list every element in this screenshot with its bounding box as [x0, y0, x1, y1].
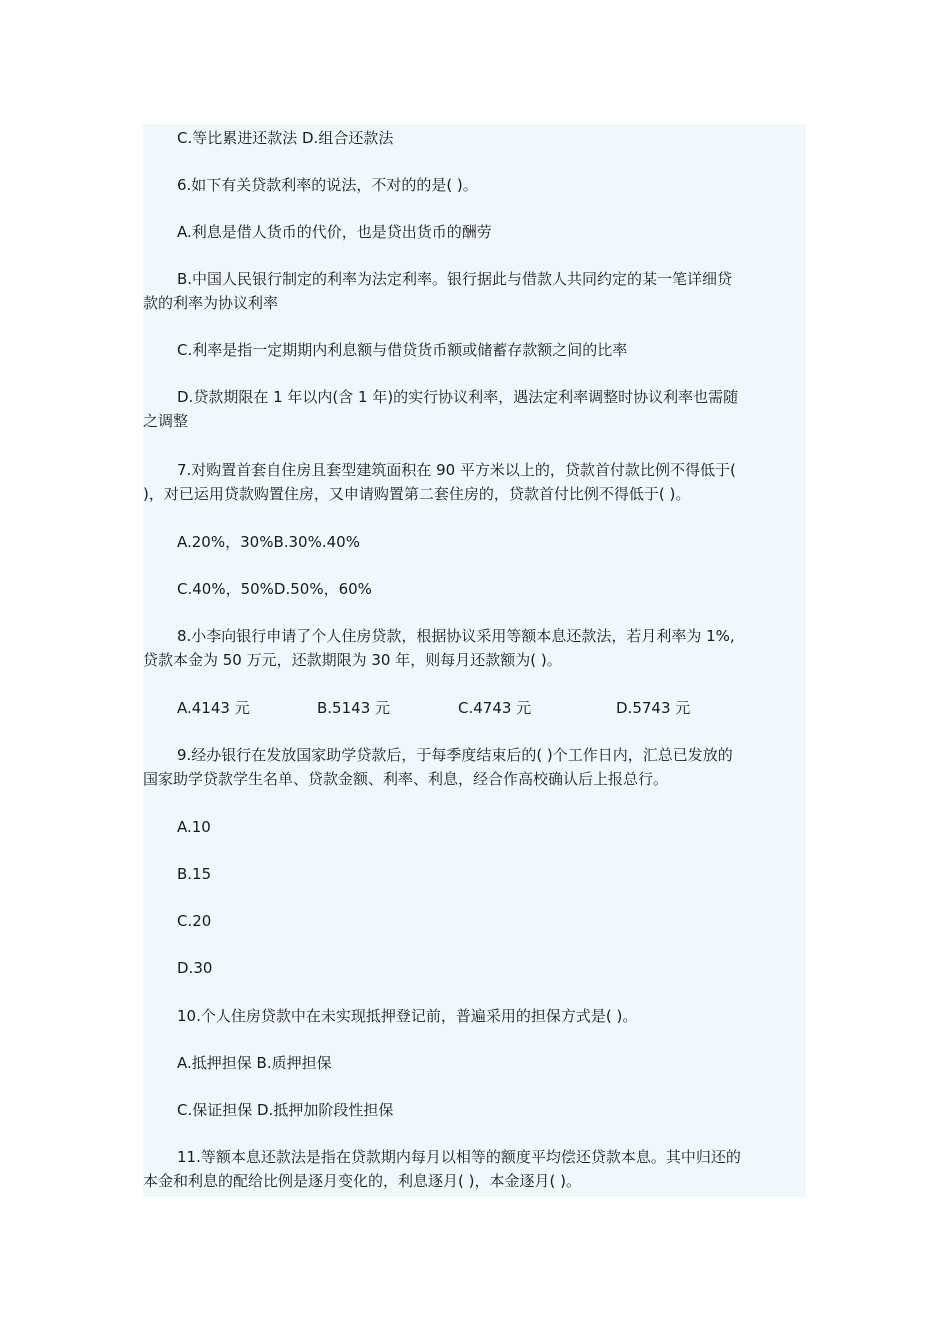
question-11: 11.等额本息还款法是指在贷款期内每月以相等的额度平均偿还贷款本息。其中归还的 本金和利息的配给比例是逐月变化的，利息逐月( )，本金逐月( )。: [143, 1148, 741, 1190]
option-d: D.5743 元: [616, 699, 691, 717]
question-9-option-c: C.20: [177, 912, 212, 930]
paragraph-option-c-d-q5: C.等比累进还款法 D.组合还款法: [177, 129, 394, 147]
option-b: B.5143 元: [317, 699, 391, 717]
document-panel: [143, 124, 806, 1197]
question-8: 8.小李向银行申请了个人住房贷款，根据协议采用等额本息还款法，若月利率为 1%, 贷款本金为 50 万元，还款期限为 30 年，则每月还款额为( )。: [143, 627, 735, 669]
option-c: C.4743 元: [458, 699, 532, 717]
question-9-option-b: B.15: [177, 865, 212, 883]
question-6-option-b: B.中国人民银行制定的利率为法定利率。银行据此与借款人共同约定的某一笔详细贷 款的利率为协议利率: [143, 270, 733, 312]
question-7-options-cd: C.40%，50%D.50%，60%: [177, 580, 372, 598]
question-6-option-a: A.利息是借人货币的代价，也是贷出货币的酬劳: [177, 223, 492, 241]
question-6-option-d: D.贷款期限在 1 年以内(含 1 年)的实行协议利率，遇法定利率调整时协议利率也需随 之调整: [143, 388, 739, 430]
question-9-option-d: D.30: [177, 959, 213, 977]
question-6-option-c: C.利率是指一定期期内利息额与借贷货币额或储蓄存款额之间的比率: [177, 341, 628, 359]
question-9: 9.经办银行在发放国家助学贷款后，于每季度结束后的( )个工作日内，汇总已发放的 国家助学贷款学生名单、贷款金额、利率、利息，经合作高校确认后上报总行。: [143, 746, 733, 788]
question-10: 10.个人住房贷款中在未实现抵押登记前，普遍采用的担保方式是( )。: [177, 1007, 638, 1025]
question-7-options-ab: A.20%，30%B.30%.40%: [177, 533, 360, 551]
question-9-option-a: A.10: [177, 818, 211, 836]
question-10-options-ab: A.抵押担保 B.质押担保: [177, 1054, 332, 1072]
option-a: A.4143 元: [177, 699, 250, 717]
question-7: 7.对购置首套自住房且套型建筑面积在 90 平方米以上的，贷款首付款比例不得低于( )，对已运用贷款购置住房，又申请购置第二套住房的，贷款首付比例不得低于( )。: [143, 461, 736, 503]
question-10-options-cd: C.保证担保 D.抵押加阶段性担保: [177, 1101, 394, 1119]
question-6: 6.如下有关贷款利率的说法，不对的的是( )。: [177, 176, 478, 194]
